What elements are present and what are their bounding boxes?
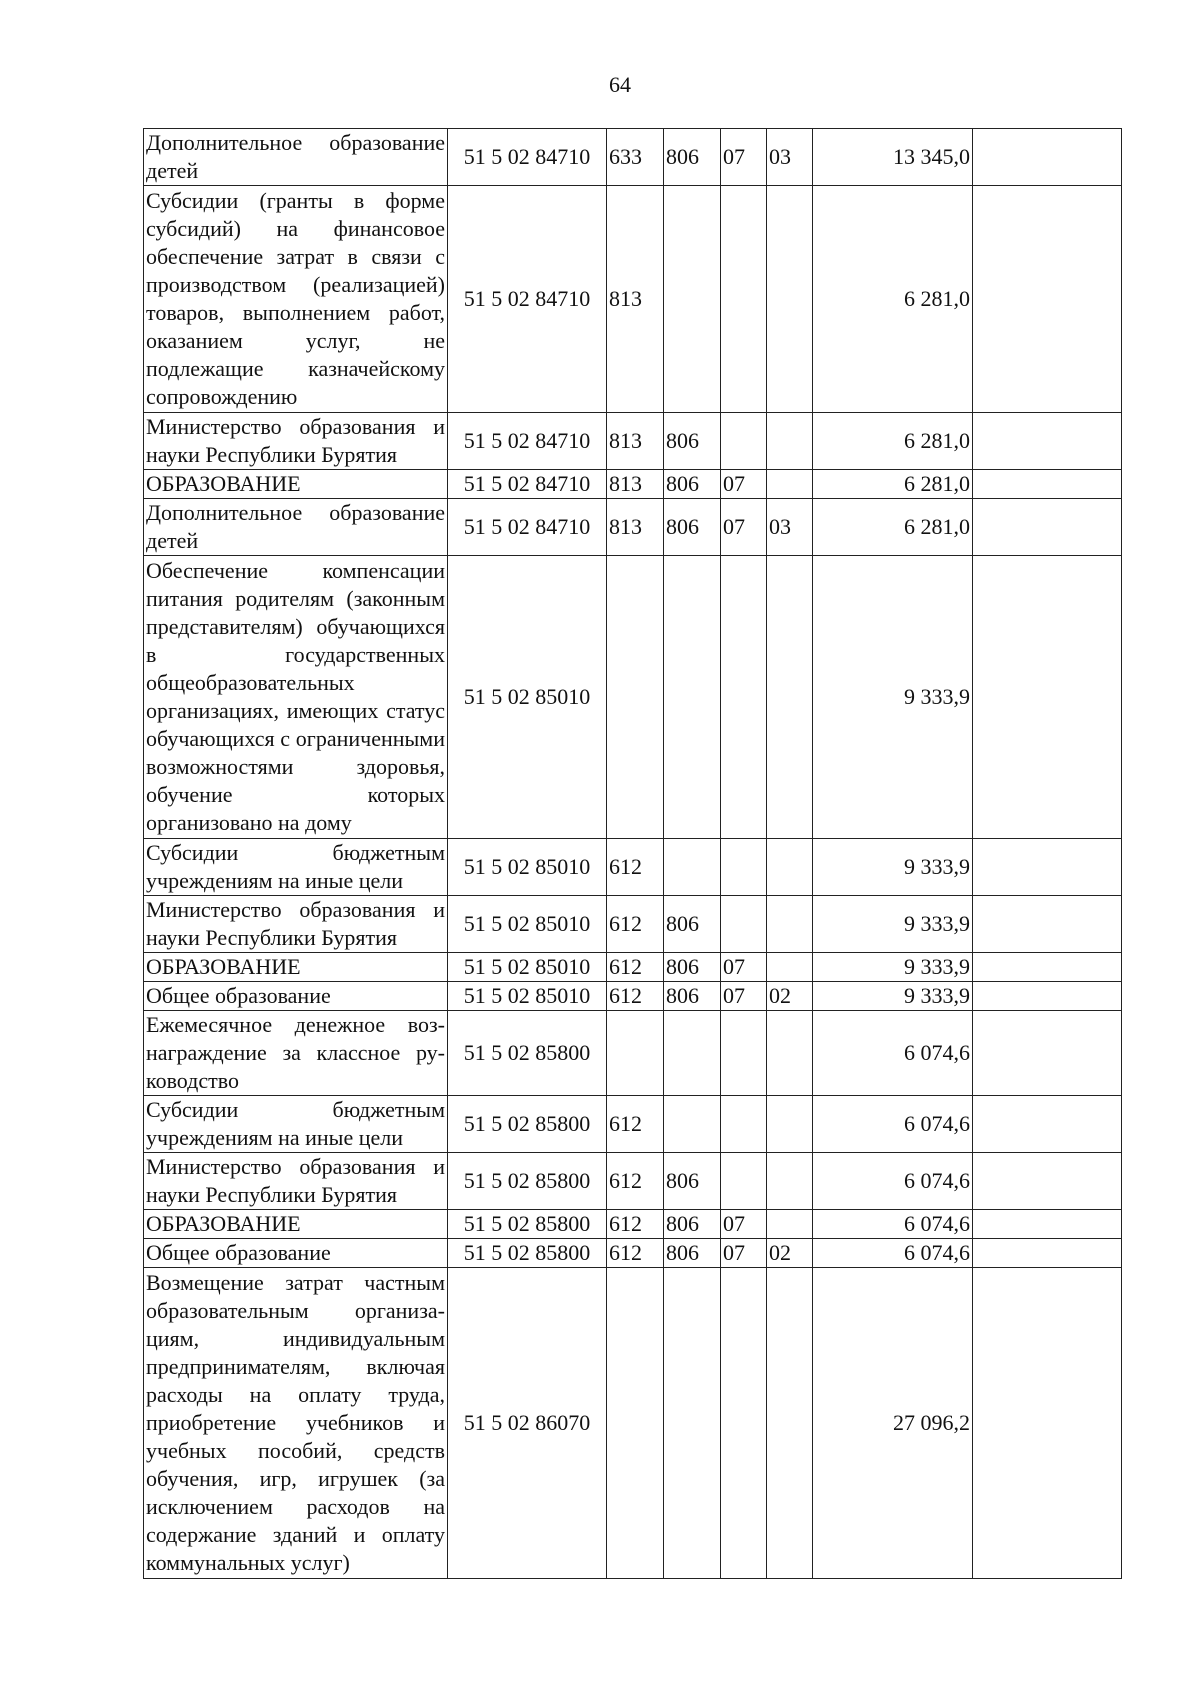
row-expense-type: 612 bbox=[607, 1096, 664, 1153]
row-amount: 6 281,0 bbox=[813, 186, 973, 413]
row-expense-type: 612 bbox=[607, 1210, 664, 1239]
row-amount: 9 333,9 bbox=[813, 839, 973, 896]
table-row bbox=[144, 186, 1122, 413]
row-target-code: 51 5 02 85010 bbox=[448, 896, 607, 953]
row-amount: 6 281,0 bbox=[813, 470, 973, 499]
row-extra bbox=[973, 1239, 1122, 1268]
table-row bbox=[144, 1210, 1122, 1239]
row-target-code: 51 5 02 84710 bbox=[448, 413, 607, 470]
row-amount: 6 281,0 bbox=[813, 413, 973, 470]
row-extra bbox=[973, 1096, 1122, 1153]
table-row bbox=[144, 953, 1122, 982]
row-department bbox=[664, 839, 721, 896]
row-amount: 13 345,0 bbox=[813, 129, 973, 186]
row-section: 07 bbox=[721, 1210, 767, 1239]
row-department: 806 bbox=[664, 896, 721, 953]
row-target-code: 51 5 02 85800 bbox=[448, 1239, 607, 1268]
row-description: ОБРАЗОВАНИЕ bbox=[144, 953, 448, 982]
row-department bbox=[664, 556, 721, 839]
table-row bbox=[144, 470, 1122, 499]
row-description: Субсидии бюджетным учреждениям на иные цели bbox=[144, 839, 448, 896]
row-description: Министерство образования и науки Республики Бурятия bbox=[144, 1153, 448, 1210]
row-department: 806 bbox=[664, 1239, 721, 1268]
row-extra bbox=[973, 1210, 1122, 1239]
row-amount: 6 074,6 bbox=[813, 1011, 973, 1096]
row-department: 806 bbox=[664, 953, 721, 982]
row-target-code: 51 5 02 85010 bbox=[448, 839, 607, 896]
row-expense-type: 813 bbox=[607, 470, 664, 499]
row-expense-type: 633 bbox=[607, 129, 664, 186]
row-department bbox=[664, 1268, 721, 1579]
row-section: 07 bbox=[721, 1239, 767, 1268]
row-expense-type: 612 bbox=[607, 1153, 664, 1210]
row-section bbox=[721, 186, 767, 413]
row-subsection: 03 bbox=[767, 129, 813, 186]
row-expense-type: 813 bbox=[607, 186, 664, 413]
row-section: 07 bbox=[721, 470, 767, 499]
row-description: Субсидии бюджетным учреждениям на иные цели bbox=[144, 1096, 448, 1153]
row-amount: 9 333,9 bbox=[813, 953, 973, 982]
row-extra bbox=[973, 499, 1122, 556]
table-row bbox=[144, 896, 1122, 953]
row-description: Субсидии (гранты в форме субсидий) на финансовое обеспечение затрат в связи с производством (реализацией) товаров, выполнением работ, оказанием услуг, не подлежащие казначейскому сопровождению bbox=[144, 186, 448, 413]
row-target-code: 51 5 02 85010 bbox=[448, 556, 607, 839]
row-description: Обеспечение компенсации питания родителям (законным представителям) обучающихся в государственных общеобразовательных организациях, имеющих статус обучающихся с ограниченными возможностями здоровья, обучение которых организовано на дому bbox=[144, 556, 448, 839]
row-department bbox=[664, 1011, 721, 1096]
row-expense-type: 612 bbox=[607, 839, 664, 896]
row-department bbox=[664, 1096, 721, 1153]
row-section: 07 bbox=[721, 953, 767, 982]
table-row bbox=[144, 129, 1122, 186]
row-extra bbox=[973, 896, 1122, 953]
row-section: 07 bbox=[721, 499, 767, 556]
row-section bbox=[721, 1011, 767, 1096]
row-subsection bbox=[767, 470, 813, 499]
row-target-code: 51 5 02 84710 bbox=[448, 129, 607, 186]
row-department: 806 bbox=[664, 499, 721, 556]
row-subsection: 03 bbox=[767, 499, 813, 556]
row-target-code: 51 5 02 85800 bbox=[448, 1096, 607, 1153]
table-row bbox=[144, 982, 1122, 1011]
row-expense-type bbox=[607, 556, 664, 839]
row-subsection bbox=[767, 1096, 813, 1153]
row-amount: 9 333,9 bbox=[813, 896, 973, 953]
row-target-code: 51 5 02 85800 bbox=[448, 1153, 607, 1210]
budget-table bbox=[143, 128, 1122, 1579]
row-subsection: 02 bbox=[767, 1239, 813, 1268]
row-subsection bbox=[767, 953, 813, 982]
row-target-code: 51 5 02 86070 bbox=[448, 1268, 607, 1579]
row-section bbox=[721, 1096, 767, 1153]
row-subsection: 02 bbox=[767, 982, 813, 1011]
table-body bbox=[144, 129, 1122, 1579]
row-extra bbox=[973, 839, 1122, 896]
table-row bbox=[144, 1011, 1122, 1096]
row-amount: 6 074,6 bbox=[813, 1239, 973, 1268]
row-expense-type: 612 bbox=[607, 982, 664, 1011]
row-description: Возмещение затрат частным образовательным организациям, индивидуальным предпринимателям, включая расходы на оплату труда, приобретение учебников и учебных пособий, средств обучения, игр, игрушек (за исключением расходов на содержание зданий и оплату коммунальных услуг) bbox=[144, 1268, 448, 1579]
row-department: 806 bbox=[664, 470, 721, 499]
row-description: Ежемесячное денежное вознаграждение за классное руководство bbox=[144, 1011, 448, 1096]
table-row bbox=[144, 1239, 1122, 1268]
row-section bbox=[721, 556, 767, 839]
row-section bbox=[721, 896, 767, 953]
row-department: 806 bbox=[664, 982, 721, 1011]
row-expense-type: 612 bbox=[607, 896, 664, 953]
row-extra bbox=[973, 470, 1122, 499]
row-target-code: 51 5 02 84710 bbox=[448, 499, 607, 556]
row-subsection bbox=[767, 413, 813, 470]
row-subsection bbox=[767, 1268, 813, 1579]
row-amount: 6 074,6 bbox=[813, 1096, 973, 1153]
row-section: 07 bbox=[721, 982, 767, 1011]
row-extra bbox=[973, 413, 1122, 470]
row-expense-type: 813 bbox=[607, 413, 664, 470]
row-extra bbox=[973, 186, 1122, 413]
row-subsection bbox=[767, 1210, 813, 1239]
row-description: ОБРАЗОВАНИЕ bbox=[144, 1210, 448, 1239]
row-description: Общее образование bbox=[144, 982, 448, 1011]
row-target-code: 51 5 02 85800 bbox=[448, 1210, 607, 1239]
row-description: Дополнительное образование детей bbox=[144, 129, 448, 186]
row-description: ОБРАЗОВАНИЕ bbox=[144, 470, 448, 499]
table-row bbox=[144, 413, 1122, 470]
page-number: 64 bbox=[609, 72, 631, 97]
row-department: 806 bbox=[664, 413, 721, 470]
row-subsection bbox=[767, 1011, 813, 1096]
row-description: Общее образование bbox=[144, 1239, 448, 1268]
row-subsection bbox=[767, 1153, 813, 1210]
row-extra bbox=[973, 982, 1122, 1011]
row-department bbox=[664, 186, 721, 413]
table-row bbox=[144, 499, 1122, 556]
row-extra bbox=[973, 1268, 1122, 1579]
row-target-code: 51 5 02 85010 bbox=[448, 982, 607, 1011]
row-section bbox=[721, 413, 767, 470]
row-target-code: 51 5 02 85800 bbox=[448, 1011, 607, 1096]
table-row bbox=[144, 556, 1122, 839]
row-subsection bbox=[767, 556, 813, 839]
row-extra bbox=[973, 1153, 1122, 1210]
row-expense-type bbox=[607, 1011, 664, 1096]
table-row bbox=[144, 1153, 1122, 1210]
row-target-code: 51 5 02 84710 bbox=[448, 470, 607, 499]
row-extra bbox=[973, 953, 1122, 982]
row-amount: 9 333,9 bbox=[813, 556, 973, 839]
row-subsection bbox=[767, 839, 813, 896]
row-amount: 9 333,9 bbox=[813, 982, 973, 1011]
table-row bbox=[144, 1268, 1122, 1579]
row-section bbox=[721, 839, 767, 896]
row-extra bbox=[973, 129, 1122, 186]
row-expense-type bbox=[607, 1268, 664, 1579]
row-expense-type: 612 bbox=[607, 1239, 664, 1268]
row-extra bbox=[973, 1011, 1122, 1096]
row-department: 806 bbox=[664, 1153, 721, 1210]
table-row bbox=[144, 839, 1122, 896]
row-amount: 27 096,2 bbox=[813, 1268, 973, 1579]
row-section: 07 bbox=[721, 129, 767, 186]
row-description: Министерство образования и науки Республики Бурятия bbox=[144, 413, 448, 470]
table-row bbox=[144, 1096, 1122, 1153]
row-target-code: 51 5 02 85010 bbox=[448, 953, 607, 982]
row-section bbox=[721, 1268, 767, 1579]
row-department: 806 bbox=[664, 1210, 721, 1239]
row-subsection bbox=[767, 896, 813, 953]
row-subsection bbox=[767, 186, 813, 413]
row-description: Дополнительное образование детей bbox=[144, 499, 448, 556]
row-amount: 6 281,0 bbox=[813, 499, 973, 556]
row-target-code: 51 5 02 84710 bbox=[448, 186, 607, 413]
row-expense-type: 612 bbox=[607, 953, 664, 982]
row-description: Министерство образования и науки Республики Бурятия bbox=[144, 896, 448, 953]
row-amount: 6 074,6 bbox=[813, 1153, 973, 1210]
row-department: 806 bbox=[664, 129, 721, 186]
row-section bbox=[721, 1153, 767, 1210]
row-amount: 6 074,6 bbox=[813, 1210, 973, 1239]
row-expense-type: 813 bbox=[607, 499, 664, 556]
row-extra bbox=[973, 556, 1122, 839]
